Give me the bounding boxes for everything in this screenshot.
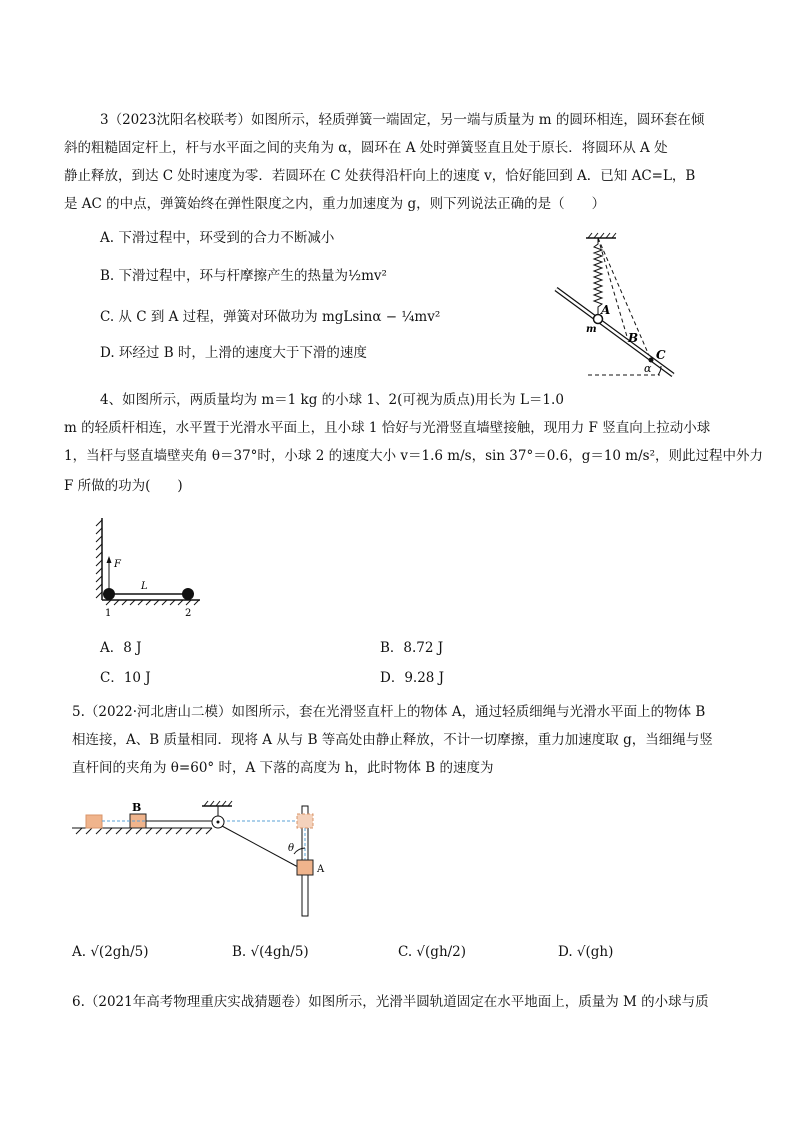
q3-text-line-1: 3（2023沈阳名校联考）如图所示，轻质弹簧一端固定，另一端与质量为 m 的圆环相连，圆环套在倾: [100, 112, 705, 128]
q5-option-a[interactable]: A. √(2gh/5): [72, 944, 149, 960]
q5-label-a: A: [317, 864, 325, 875]
q3-option-d[interactable]: D. 环经过 B 时，上滑的速度大于下滑的速度: [100, 345, 367, 361]
q5-figure-pulley-blocks: [72, 792, 342, 917]
q5-text-line-2: 相连接，A、B 质量相同．现将 A 从与 B 等高处由静止释放，不计一切摩擦，重力加速度取 g，当细绳与竖: [72, 732, 713, 748]
q5-option-d[interactable]: D. √(gh): [558, 944, 614, 960]
q5-text-line-1: 5.（2022·河北唐山二模）如图所示，套在光滑竖直杆上的物体 A，通过轻质细绳与光滑水平面上的物体 B: [72, 704, 706, 720]
q5-label-theta: θ: [288, 843, 295, 854]
q4-text-line-4: F 所做的功为( ): [64, 478, 183, 494]
q5-option-c[interactable]: C. √(gh/2): [398, 944, 467, 960]
q3-option-b[interactable]: B. 下滑过程中，环与杆摩擦产生的热量为½mv²: [100, 268, 387, 284]
q4-text-line-1: 4、如图所示，两质量均为 m＝1 kg 的小球 1、2(可视为质点)用长为 L＝1.0: [100, 392, 564, 408]
q3-label-m: m: [586, 324, 597, 335]
q4-label-ball-1: 1: [105, 608, 112, 619]
q6-text-line-1: 6.（2021年高考物理重庆实战猜题卷）如图所示，光滑半圆轨道固定在水平地面上，质量为 M 的小球与质: [72, 994, 709, 1010]
q3-option-c[interactable]: C. 从 C 到 A 过程，弹簧对环做功为 mgLsinα − ¼mv²: [100, 309, 441, 325]
q3-text-line-3: 静止释放，到达 C 处时速度为零．若圆环在 C 处获得沿杆向上的速度 v，恰好能回到 A．已知 AC=L，B: [64, 168, 696, 184]
q4-label-f: F: [114, 559, 121, 570]
q3-label-c: C: [656, 348, 666, 362]
q3-label-alpha: α: [644, 362, 652, 375]
q3-label-a: A: [601, 303, 611, 317]
q3-figure-spring-ring-rod: [548, 232, 688, 382]
q4-option-b[interactable]: B．8.72 J: [380, 640, 444, 656]
q4-ball-2: [182, 588, 194, 600]
q3-text-line-4: 是 AC 的中点，弹簧始终在弹性限度之内，重力加速度为 g，则下列说法正确的是（ ）: [64, 196, 606, 212]
q5-label-b: B: [132, 801, 142, 814]
q3-label-b: B: [628, 331, 639, 345]
q4-figure-balls-rod-wall: [94, 516, 204, 621]
q3-text-line-2: 斜的粗糙固定杆上，杆与水平面之间的夹角为 α，圆环在 A 处时弹簧竖直且处于原长．将圆环从 A 处: [64, 140, 668, 156]
q4-text-line-3: 1，当杆与竖直墙壁夹角 θ＝37°时，小球 2 的速度大小 v＝1.6 m/s，sin 37°＝0.6，g＝10 m/s²，则此过程中外力: [64, 448, 763, 464]
q4-option-a[interactable]: A．8 J: [100, 640, 142, 656]
q4-ball-1: [103, 588, 115, 600]
q5-option-b[interactable]: B. √(4gh/5): [232, 944, 309, 960]
q4-label-ball-2: 2: [185, 608, 192, 619]
q4-label-l: L: [141, 581, 148, 592]
q4-option-d[interactable]: D．9.28 J: [380, 670, 445, 686]
q4-option-c[interactable]: C．10 J: [100, 670, 151, 686]
q3-option-a[interactable]: A. 下滑过程中，环受到的合力不断减小: [100, 230, 335, 246]
q5-text-line-3: 直杆间的夹角为 θ=60° 时，A 下落的高度为 h，此时物体 B 的速度为: [72, 760, 494, 776]
q4-text-line-2: m 的轻质杆相连，水平置于光滑水平面上，且小球 1 恰好与光滑竖直墙壁接触，现用力 F 竖直向上拉动小球: [64, 420, 711, 436]
